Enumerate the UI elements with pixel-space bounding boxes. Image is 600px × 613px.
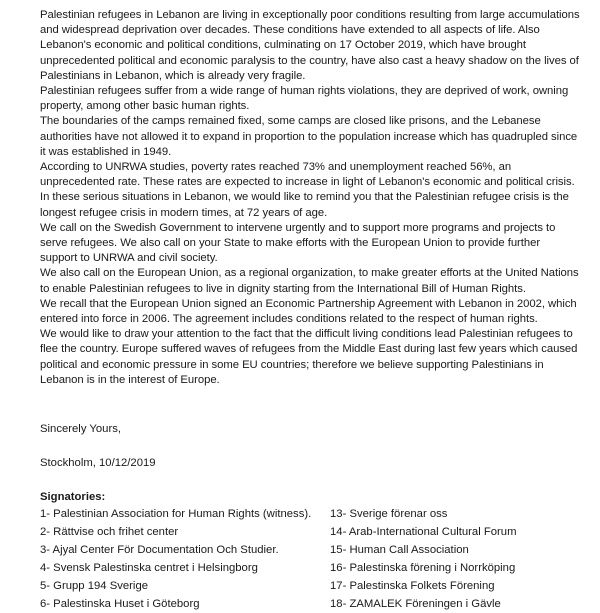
paragraph: Palestinian refugees in Lebanon are living in exceptionally poor conditions resulting from large accumulations and widespread deprivation over decades. These conditions have extended to all aspects of life. Also Lebanon's economic and political conditions, culminating on 17 October 2019, which have brought unprecedented political and economic paralysis to the country, have also cast a heavy shadow on the lives of Palestinians in Lebanon, which is already very fragile.	[40, 9, 580, 82]
place-date: Stockholm, 10/12/2019	[40, 457, 156, 469]
signatory-item: 6- Palestinska Huset i Göteborg	[40, 598, 200, 610]
signatory-item: 4- Svensk Palestinska centret i Helsingborg	[40, 562, 258, 574]
paragraph: Palestinian refugees suffer from a wide range of human rights violations, they are deprived of work, owning property, among other basic human rights.	[40, 85, 569, 113]
signatory-item: 2- Rättvise och frihet center	[40, 526, 179, 538]
signoff: Sincerely Yours,	[40, 423, 122, 435]
paragraph: We would like to draw your attention to the fact that the difficult living conditions lead Palestinian refugees to flee the country. Europe suffered waves of refugees from the Middle East during last few years which caused political and economic pressure in some EU countries; therefore we believe supporting Palestinians in Lebanon is in the interest of Europe.	[40, 328, 578, 386]
paragraph: We recall that the European Union signed an Economic Partnership Agreement with Lebanon in 2002, which entered into force in 2006. The agreement includes conditions related to the respect of human rights.	[40, 297, 577, 326]
signatory-item: 18- ZAMALEK Föreningen i Gävle	[330, 598, 501, 610]
signatories-right-column	[330, 505, 590, 613]
signatory-item: 14- Arab-International Cultural Forum	[330, 526, 517, 538]
paragraph: The boundaries of the camps remained fixed, some camps are closed like prisons, and the Lebanese authorities have not allowed it to expand in proportion to the population increase which has quadrupled since it was established in 1949.	[40, 115, 578, 158]
paragraph: According to UNRWA studies, poverty rates reached 73% and unemployment reached 56%, an unprecedented rate. These rates are expected to increase in light of Lebanon's economic and political crisis.	[40, 161, 575, 189]
signatory-item: 13- Sverige förenar oss	[330, 508, 448, 520]
paragraph: We call on the Swedish Government to intervene urgently and to support more programs and projects to serve refugees. We also call on your State to make efforts with the European Union to provide further support to UNRWA and civil society.	[40, 221, 556, 265]
signatory-item: 5- Grupp 194 Sverige	[40, 580, 149, 592]
paragraph: We also call on the European Union, as a regional organization, to make greater efforts at the United Nations to enable Palestinian refugees to live in dignity starting from the International Bill of Human Rights.	[40, 267, 579, 295]
paragraph: In these serious situations in Lebanon, we would like to remind you that the Palestinian refugee crisis is the longest refugee crisis in modern times, at 72 years of age.	[40, 191, 569, 219]
signatories-left-column	[40, 505, 330, 613]
signatory-item: 17- Palestinska Folkets Förening	[330, 580, 495, 592]
signatories-heading: Signatories:	[40, 491, 106, 503]
letter-body	[40, 8, 580, 388]
signatory-item: 15- Human Call Association	[330, 544, 469, 556]
signatory-item: 16- Palestinska förening i Norrköping	[330, 562, 516, 574]
signatory-item: 3- Ajyal Center För Documentation Och Studier.	[40, 544, 279, 556]
signatory-item: 1- Palestinian Association for Human Rights (witness).	[40, 508, 312, 520]
